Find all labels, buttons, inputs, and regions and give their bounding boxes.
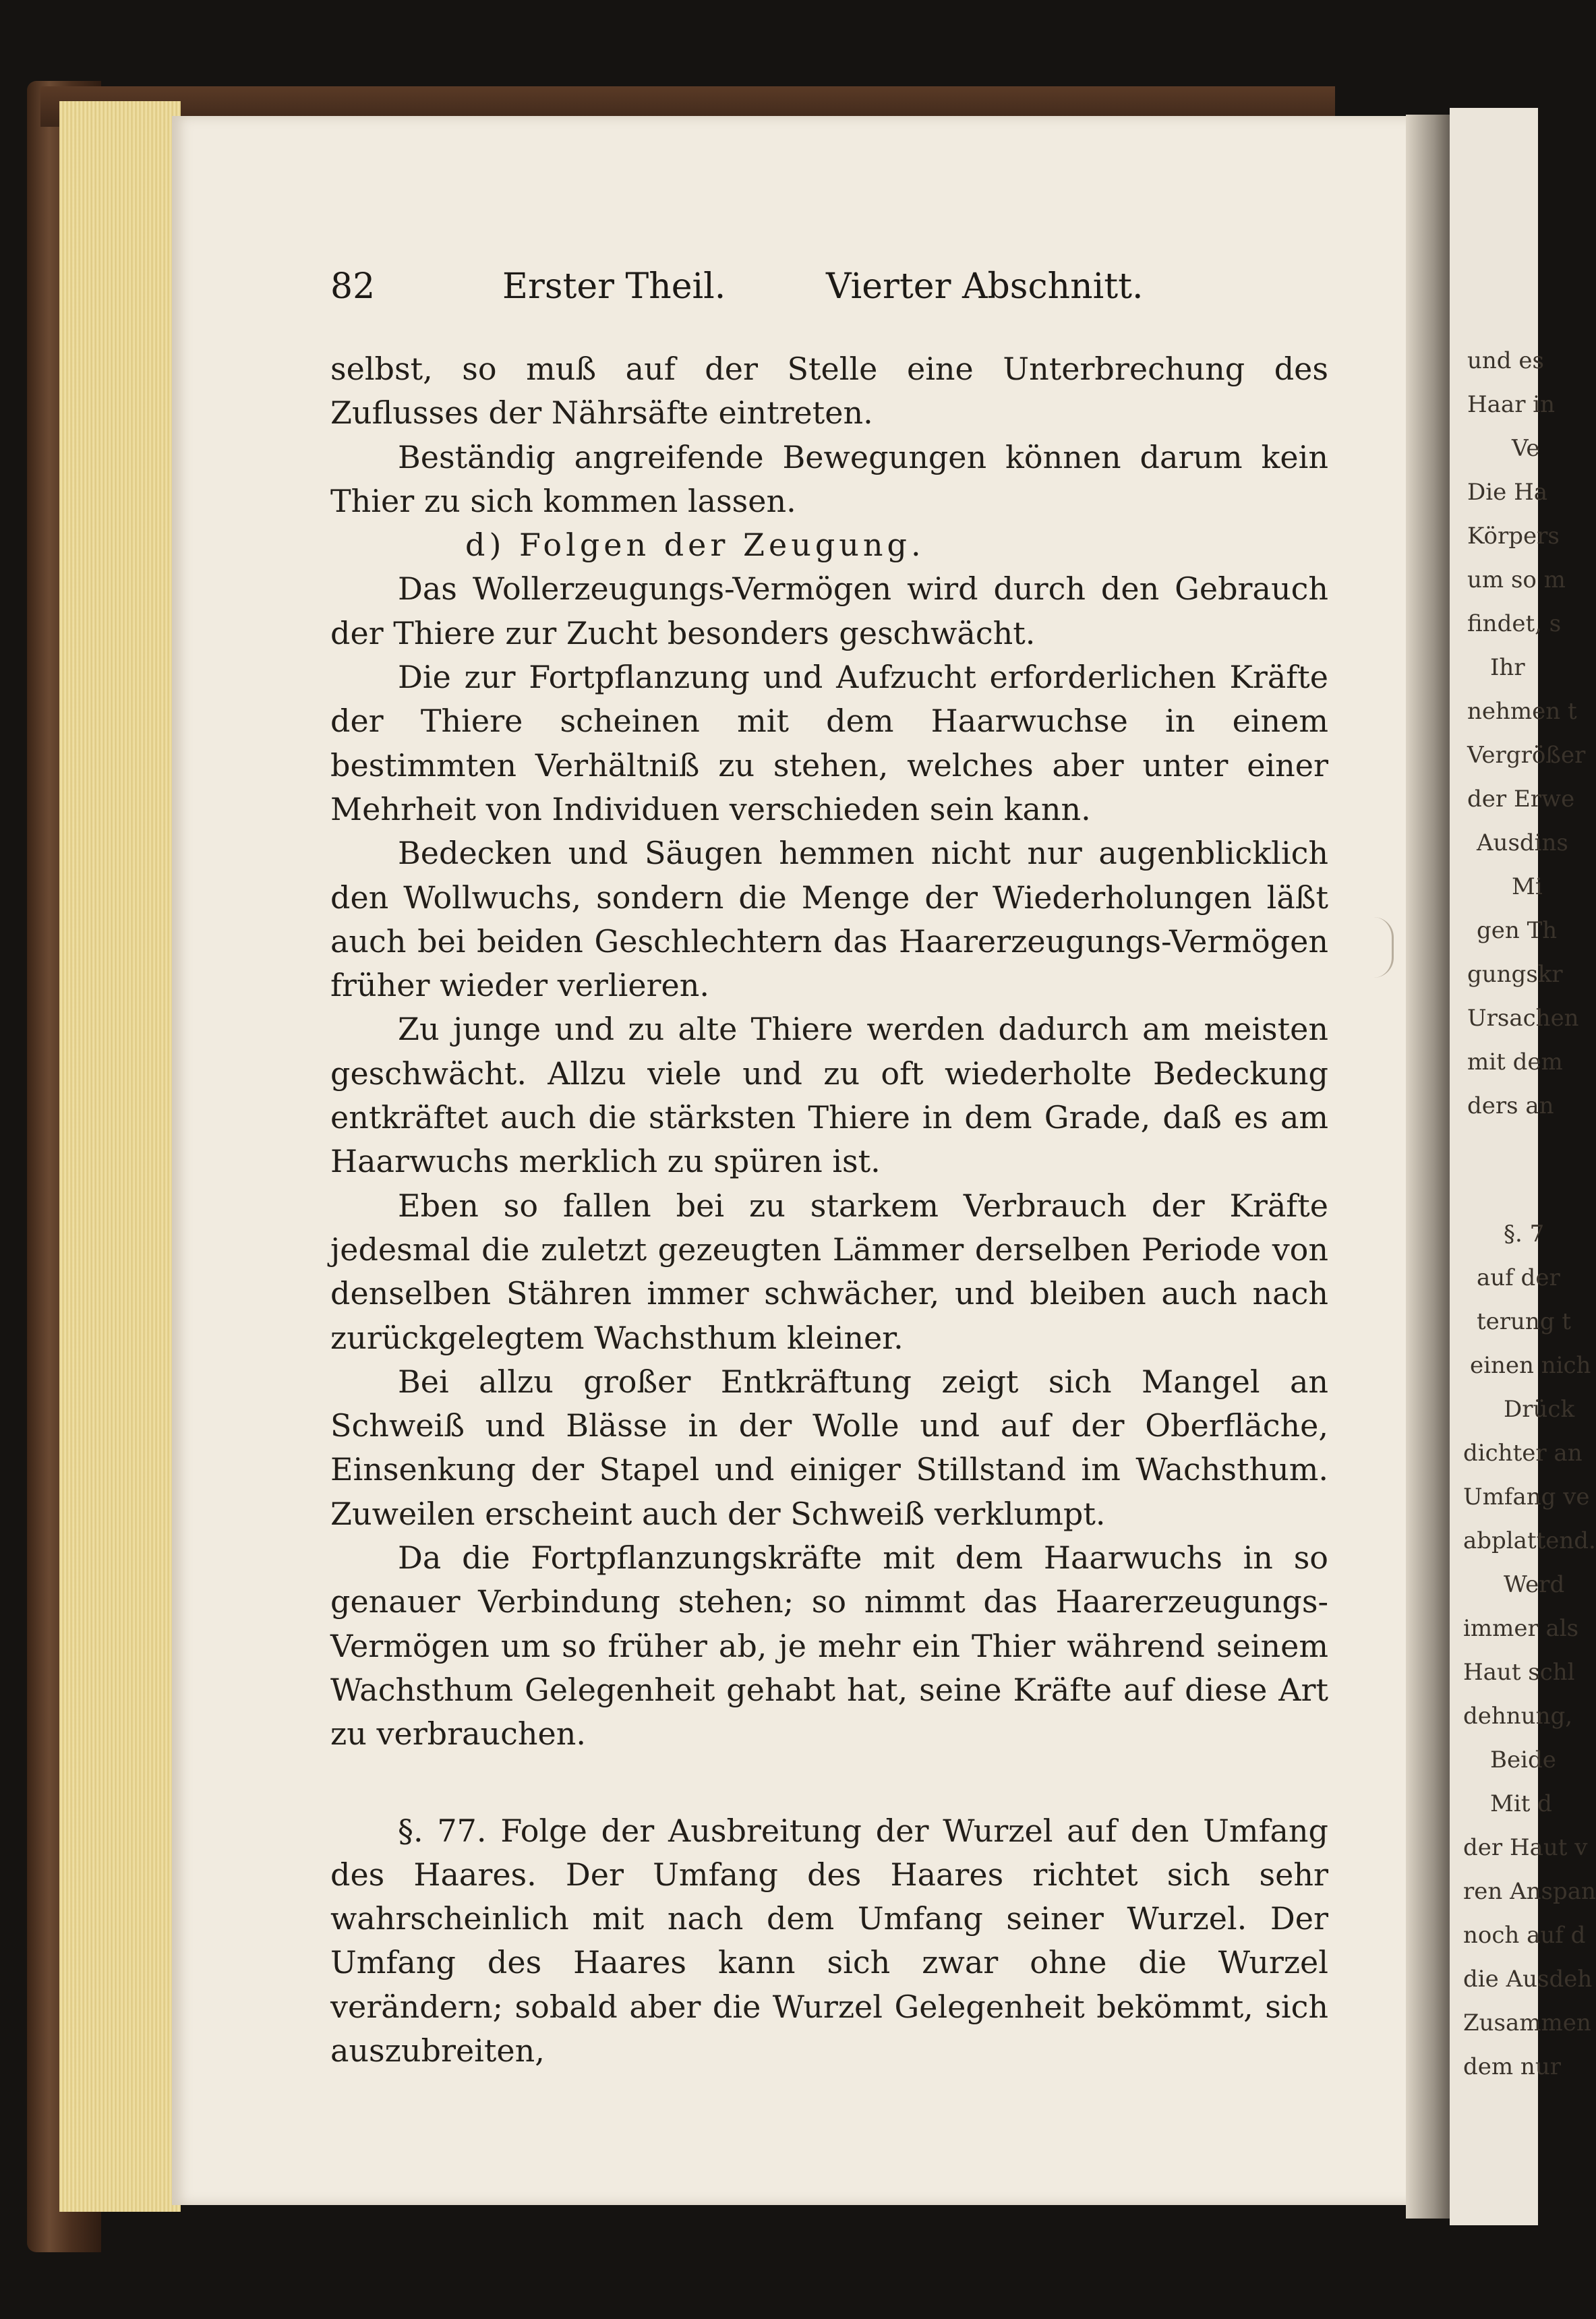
- header-part: Erster Theil.: [502, 266, 726, 307]
- facing-page-line: Ihr: [1490, 654, 1525, 681]
- section-paragraph: §. 77. Folge der Ausbreitung der Wurzel auf den Umfang des Haares. Der Umfang des Haares richtet sich sehr wahrscheinlich mit nach dem Umfang seiner Wurzel. Der Umfang des Haares kann sich zwar ohne die Wurzel verändern; sobald aber die Wurzel Gelegenheit bekömmt, sich auszubreiten,: [330, 1812, 1328, 2069]
- paragraph: Bedecken und Säugen hemmen nicht nur augenblicklich den Wollwuchs, sondern die Menge der Wiederholungen läßt auch bei beiden Geschlechtern das Haarerzeugungs-Vermögen früher wieder verlieren.: [330, 835, 1328, 1004]
- facing-page-line: Zusammen: [1463, 2009, 1591, 2036]
- facing-page-line: Vergrößer: [1467, 742, 1586, 769]
- book-gutter: [1406, 115, 1453, 2219]
- facing-page-line: Mit d: [1490, 1790, 1552, 1817]
- facing-page-line: Haut schl: [1463, 1659, 1575, 1686]
- facing-page-line: Beide: [1490, 1746, 1556, 1773]
- facing-page-line: Werd: [1504, 1571, 1565, 1598]
- facing-page-line: dichter an: [1463, 1440, 1583, 1467]
- facing-page-line: die Ausdeh: [1463, 1966, 1593, 1993]
- facing-page-line: Die Ha: [1467, 479, 1547, 506]
- facing-page-line: auf der: [1477, 1264, 1560, 1291]
- facing-page-line: immer als: [1463, 1615, 1579, 1642]
- facing-page-line: Ausdins: [1477, 829, 1568, 856]
- facing-page-line: terung t: [1477, 1308, 1572, 1335]
- facing-page-line: Umfang ve: [1463, 1484, 1590, 1510]
- page-body: [330, 347, 1328, 2073]
- facing-page-line: ders an: [1467, 1092, 1554, 1119]
- paragraph: Die zur Fortpflanzung und Aufzucht erforderlichen Kräfte der Thiere scheinen mit dem Haarwuchse in einem bestimmten Verhältniß zu stehen, welches aber unter einer Mehrheit von Individuen verschieden sein kann.: [330, 659, 1328, 827]
- running-header: [330, 266, 1342, 320]
- facing-page-line: Ursachen: [1467, 1005, 1579, 1032]
- paragraph: Bei allzu großer Entkräftung zeigt sich Mangel an Schweiß und Blässe in der Wolle und auf der Oberfläche, Einsenkung der Stapel und einiger Stillstand im Wachsthum. Zuweilen erscheint auch der Schweiß verklumpt.: [330, 1363, 1328, 1532]
- facing-page-line: noch auf d: [1463, 1922, 1586, 1949]
- facing-page-line: §. 7: [1504, 1221, 1545, 1247]
- facing-page-line: und es: [1467, 347, 1544, 374]
- paragraph: Das Wollerzeugungs-Vermögen wird durch den Gebrauch der Thiere zur Zucht besonders geschwächt.: [330, 570, 1328, 651]
- facing-page-line: der Haut v: [1463, 1834, 1588, 1861]
- subsection-heading: d) Folgen der Zeugung.: [465, 527, 925, 564]
- facing-page-line: abplattend.: [1463, 1527, 1596, 1554]
- facing-page: [1450, 108, 1596, 2225]
- facing-page-line: gen Th: [1477, 917, 1558, 944]
- facing-page-line: dem nur: [1463, 2053, 1561, 2080]
- section-gap: [330, 1757, 1328, 1809]
- facing-page-line: findet, s: [1467, 610, 1562, 637]
- facing-page-line: mit dem: [1467, 1049, 1563, 1076]
- facing-page-line: Körpers: [1467, 523, 1560, 550]
- paragraph: selbst, so muß auf der Stelle eine Unterbrechung des Zuflusses der Nährsäfte eintreten.: [330, 351, 1328, 432]
- facing-page-line: ren Anspan: [1463, 1878, 1596, 1905]
- paragraph: Beständig angreifende Bewegungen können darum kein Thier zu sich kommen lassen.: [330, 438, 1328, 519]
- facing-page-line: Drück: [1504, 1396, 1575, 1423]
- paragraph: Zu junge und zu alte Thiere werden dadurch am meisten geschwächt. Allzu viele und zu oft wiederholte Bedeckung entkräftet auch die stärksten Thiere in dem Grade, daß es am Haarwuchs merklich zu spüren ist.: [330, 1011, 1328, 1180]
- facing-page-line: Ve: [1512, 435, 1540, 462]
- facing-page-line: einen nich: [1470, 1352, 1591, 1379]
- paragraph: Eben so fallen bei zu starkem Verbrauch der Kräfte jedesmal die zuletzt gezeugten Lämmer derselben Periode von denselben Stähren immer schwächer, und bleiben auch nach zurückgelegtem Wachsthum kleiner.: [330, 1187, 1328, 1356]
- facing-page-line: der Erwe: [1467, 786, 1575, 813]
- facing-page-line: gungskr: [1467, 961, 1563, 988]
- header-section: Vierter Abschnitt.: [826, 266, 1144, 307]
- page-block-edge: [59, 101, 181, 2212]
- facing-page-line: nehmen t: [1467, 698, 1577, 725]
- page-number: 82: [330, 266, 376, 307]
- facing-page-line: Haar in: [1467, 391, 1556, 418]
- margin-pencil-mark: [1365, 917, 1394, 978]
- facing-page-line: dehnung,: [1463, 1703, 1573, 1730]
- facing-page-line: um so m: [1467, 566, 1566, 593]
- facing-page-line: Mi: [1512, 873, 1543, 900]
- paragraph: Da die Fortpflanzungskräfte mit dem Haarwuchs in so genauer Verbindung stehen; so nimmt das Haarerzeugungs-Vermögen um so früher ab, je mehr ein Thier während seinem Wachsthum Gelegenheit gehabt hat, seine Kräfte auf diese Art zu verbrauchen.: [330, 1539, 1328, 1753]
